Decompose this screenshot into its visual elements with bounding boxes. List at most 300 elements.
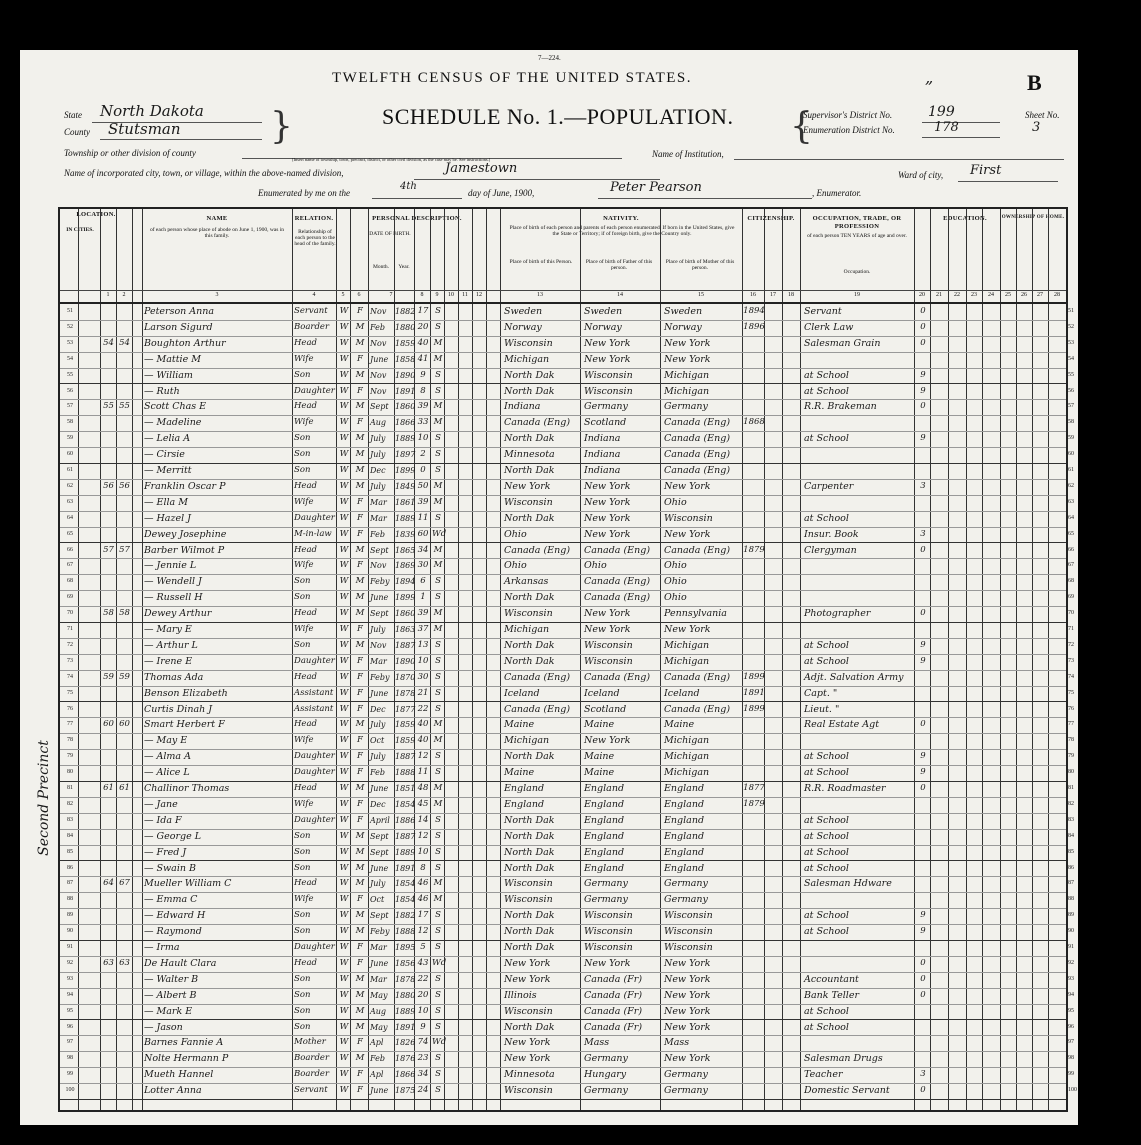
line-number-right: 83 [1068,816,1074,823]
birthplace-mother: Canada (Eng) [664,417,731,429]
group-occupation: OCCUPATION, TRADE, OR PROFESSION [812,215,902,230]
birthplace-mother: Ohio [664,576,687,588]
line-number: 92 [67,959,73,966]
birth-year: 1860 [395,609,416,619]
immigration-year [743,590,765,605]
relation: Head [294,671,317,682]
family-number [117,1020,132,1035]
dwelling-number [101,702,116,717]
person-name: — Alice L [144,767,190,779]
group-location: LOCATION. [76,211,116,218]
line-number: 63 [67,498,73,505]
birthplace-person: Indiana [504,401,541,413]
birthplace-person: Minnesota [504,1069,555,1081]
table-row [60,399,1074,416]
family-number [117,447,132,462]
birthplace-person: North Dak [504,942,555,953]
marital-status: S [435,973,441,984]
family-number [117,320,132,335]
table-row [60,495,1074,512]
sheet-letter: B [1027,70,1042,95]
occupation: Bank Teller [804,989,860,1001]
sex: M [355,1021,365,1032]
immigration-year [743,638,765,653]
months-not-employed: 0 [920,321,926,332]
line-number: 86 [67,864,73,871]
age: 22 [417,703,429,714]
birth-year: 1889 [395,434,416,444]
table-row [60,654,1074,671]
col-num-12: 12 [476,292,482,298]
line-number-right: 60 [1068,451,1074,458]
immigration-year [743,845,765,860]
line-number-right: 74 [1068,673,1074,680]
birthplace-mother: New York [664,1005,711,1017]
birthplace-person: North Dak [504,830,555,842]
birthplace-father: Hungary [584,1069,627,1081]
birthplace-person: North Dak [504,814,555,826]
occupation: Salesman Drugs [804,1053,883,1065]
birthplace-mother: Wisconsin [664,512,713,524]
birth-year: 1888 [395,768,416,778]
line-number-right: 87 [1068,880,1074,887]
sex: F [357,560,363,571]
relation: Mother [294,1037,326,1048]
col-num-4: 4 [312,292,316,298]
sex: M [355,783,365,793]
dwelling-number: 55 [103,401,114,412]
table-row [60,558,1074,575]
birth-year: 1851 [395,784,416,793]
birthplace-mother: Mass [664,1037,690,1049]
birth-month: Sept [370,402,389,412]
sex: M [355,337,365,348]
sex: M [355,639,365,650]
birthplace-father: Scotland [584,703,627,715]
line-number: 69 [67,594,73,601]
birthplace-person: North Dak [504,369,555,381]
birthplace-father: New York [584,624,631,635]
age: 34 [417,1069,429,1080]
person-name: Barnes Fannie A [144,1037,224,1049]
immigration-year [743,336,765,351]
age: 12 [417,830,429,841]
line-number-right: 80 [1068,769,1074,776]
marital-status: S [435,321,441,332]
age: 22 [417,973,429,984]
line-number-right: 65 [1068,530,1074,537]
birthplace-father: New York [584,735,631,747]
color: W [339,989,349,1000]
birthplace-father: Canada (Eng) [584,592,651,604]
birthplace-person: North Dak [504,385,555,397]
person-name: Barber Wilmot P [144,544,225,556]
birth-month: Feby [370,927,390,937]
person-name: Franklin Oscar P [144,480,226,492]
group-nativity-desc: Place of birth of each person and parents of each person enumerated. If born in the United States, give the State or Territory; if of foreign birth, give the Country only. [509,225,735,237]
person-name: — Hazel J [144,512,191,524]
dwelling-number [101,765,116,780]
occupation [804,622,914,637]
relation: Son [294,1005,311,1016]
age: 60 [417,528,429,539]
relation: Son [294,449,311,460]
line-number: 66 [67,546,73,553]
age: 12 [417,926,429,937]
family-number [117,431,132,446]
birthplace-mother: Michigan [664,751,710,763]
birth-year: 1859 [395,736,416,746]
immigration-year [743,717,765,732]
table-row [60,415,1074,432]
birthplace-father: Germany [584,894,628,906]
family-number [117,972,132,987]
birth-year: 1869 [395,561,416,571]
birth-month: Nov [370,561,387,571]
marital-status: S [435,512,441,523]
relation: Wife [294,417,314,428]
birthplace-mother: Canada (Eng) [664,433,731,445]
age: 30 [417,560,429,571]
birth-year: 1889 [395,847,416,857]
occupation [804,447,914,462]
color: W [339,862,349,873]
birth-month: Nov [370,370,387,380]
color: W [339,1037,349,1048]
dwelling-number [101,908,116,923]
col-num-10: 10 [448,292,454,298]
dwelling-number [101,1067,116,1082]
marital-status: Wd [432,528,447,539]
age: 41 [417,353,429,364]
marital-status: S [435,671,441,682]
enumerated-middle: day of June, 1900, [468,188,535,198]
months-not-employed: 0 [920,337,926,348]
immigration-year [743,1004,765,1019]
birth-year: 1854 [395,895,416,905]
dwelling-number [101,622,116,637]
col-num-28: 28 [1054,292,1060,298]
sex: F [357,814,363,825]
dwelling-number: 64 [103,878,114,889]
relation: Son [294,1021,311,1032]
family-number: 63 [119,957,130,968]
months-not-employed [916,845,930,860]
col-birth-father: Place of birth of Father of this person. [585,259,653,271]
marital-status: S [435,576,441,587]
birthplace-person: Maine [504,719,535,731]
color: W [339,1005,349,1016]
birth-month: Nov [370,386,387,396]
color: W [339,306,349,316]
birthplace-mother: Michigan [664,385,710,397]
color: W [339,496,349,507]
line-number: 84 [67,832,73,839]
birthplace-mother: Germany [664,878,708,890]
age: 2 [420,449,426,460]
line-number: 96 [67,1023,73,1030]
birthplace-person: Arkansas [504,576,549,588]
birthplace-person: Michigan [504,624,550,635]
birthplace-father: New York [584,528,631,540]
person-name: — Walter B [144,973,199,985]
line-number-right: 81 [1068,785,1074,791]
sheet-value: 3 [1032,120,1041,135]
birthplace-person: Minnesota [504,449,555,461]
birthplace-person: Norway [504,321,542,333]
sex: F [357,957,363,968]
occupation [804,733,914,748]
dwelling-number [101,368,116,383]
relation: Daughter [294,814,335,825]
birthplace-mother: Ohio [664,496,687,508]
age: 10 [417,846,429,857]
birth-month: Feby [370,672,390,682]
table-row [60,1083,1077,1100]
color: W [339,926,349,937]
birthplace-person: Canada (Eng) [504,671,571,683]
birthplace-father: Germany [584,1053,628,1065]
marital-status: S [435,1069,441,1080]
city-label: Name of incorporated city, town, or village, within the above-named division, [64,168,344,178]
relation: Head [294,878,317,889]
family-number: 58 [119,608,130,619]
state-value: North Dakota [100,102,204,120]
months-not-employed: 3 [920,1069,926,1080]
line-number: 52 [67,323,73,330]
birthplace-person: Wisconsin [504,1005,553,1017]
age: 14 [417,814,429,825]
relation: Servant [294,306,328,316]
age: 46 [417,894,429,905]
relation: Son [294,830,311,841]
months-not-employed [916,1035,930,1050]
birth-year: 1854 [395,879,416,889]
birth-year: 1890 [395,656,416,666]
months-not-employed: 0 [920,401,926,412]
table-row [60,1004,1074,1021]
marital-status: S [435,846,441,857]
age: 74 [417,1037,429,1048]
color: W [339,767,349,778]
months-not-employed: 0 [920,544,926,555]
relation: Assistant [294,687,334,698]
age: 1 [420,592,426,603]
person-name: Curtis Dinah J [144,703,213,715]
dwelling-number [101,1004,116,1019]
birthplace-mother: Germany [664,401,708,413]
marital-status: S [435,814,441,825]
birthplace-person: Ohio [504,560,527,572]
color: W [339,1021,349,1032]
line-number-right: 100 [1068,1087,1077,1094]
birthplace-person: Wisconsin [504,496,553,508]
birth-month: May [370,990,388,1000]
birth-year: 1858 [395,354,416,364]
relation: Son [294,576,311,587]
marital-status: S [435,1021,441,1032]
line-number-right: 58 [1068,419,1074,426]
person-name: — Arthur L [144,639,198,651]
dwelling-number [101,797,116,812]
line-number-right: 54 [1068,355,1074,362]
birthplace-father: New York [584,608,631,620]
dwelling-number [101,829,116,844]
birth-month: Nov [370,307,387,316]
birthplace-mother: England [664,846,705,858]
occupation [804,495,914,510]
birthplace-mother: Canada (Eng) [664,544,731,556]
line-number: 62 [67,482,73,489]
occupation [804,797,914,812]
sheet-label: Sheet No. [1025,110,1060,120]
age: 39 [417,401,429,412]
line-number: 76 [67,705,73,712]
birthplace-mother: Sweden [664,306,703,317]
birthplace-person: Michigan [504,735,550,747]
relation: Boarder [294,321,330,332]
color: W [339,973,349,984]
marital-status: S [435,1085,441,1096]
months-not-employed: 3 [920,528,926,539]
line-number: 58 [67,419,73,426]
group-in-cities: IN CITIES. [66,227,94,233]
immigration-year: 1868 [743,417,765,428]
color: W [339,830,349,841]
line-number: 77 [67,721,73,728]
person-name: — Edward H [144,910,206,922]
birthplace-person: Michigan [504,353,550,365]
dwelling-number: 63 [103,957,114,968]
birthplace-mother: Canada (Eng) [664,703,731,715]
birthplace-father: Canada (Fr) [584,989,643,1001]
table-row [60,447,1074,464]
sex: M [355,433,365,444]
occupation: Clerk Law [804,321,854,333]
occupation [804,940,914,955]
person-name: — Mary E [144,624,192,635]
birthplace-person: New York [504,480,551,492]
census-sheet [20,50,1078,1125]
birth-month: July [370,752,386,762]
marital-status: M [433,560,443,571]
dwelling-number [101,1020,116,1035]
family-number: 54 [119,337,130,348]
birthplace-person: North Dak [504,1021,555,1033]
birthplace-mother: Canada (Eng) [664,671,731,683]
sex: M [355,1005,365,1016]
birth-month: Oct [370,736,385,746]
family-number [117,813,132,828]
line-number: 100 [65,1087,75,1094]
dwelling-number: 59 [103,671,114,682]
birthplace-father: Indiana [584,465,621,476]
line-number-right: 84 [1068,832,1074,839]
col-num-9: 9 [435,292,439,298]
occupation: at School [804,814,849,826]
relation: Daughter [294,751,335,762]
birthplace-person: Illinois [504,989,537,1001]
immigration-year [743,1083,765,1098]
birth-month: Mar [370,513,387,523]
family-number [117,733,132,748]
marital-status: S [435,306,441,316]
family-number [117,829,132,844]
color: W [339,814,349,825]
line-number: 90 [67,928,73,935]
occupation: at School [804,751,849,763]
occupation [804,956,914,971]
birthplace-father: Wisconsin [584,942,633,953]
table-row [60,845,1074,862]
sex: M [355,576,365,587]
dwelling-number [101,511,116,526]
birth-month: June [370,688,389,698]
person-name: — Albert B [144,989,197,1001]
immigration-year: 1899 [743,671,765,682]
person-name: Larson Sigurd [144,321,213,333]
age: 50 [417,480,429,491]
sex: F [357,1085,363,1096]
enumerator-name: Peter Pearson [610,180,702,195]
dwelling-number [101,924,116,939]
family-number [117,988,132,1003]
relation: Head [294,719,317,730]
col-num-26: 26 [1021,292,1027,298]
marital-status: M [433,480,443,491]
color: W [339,1069,349,1080]
age: 11 [417,767,429,778]
occupation: at School [804,830,849,842]
birth-year: 1882 [395,911,416,921]
birthplace-person: England [504,783,545,794]
table-row [60,622,1074,639]
sex: M [355,973,365,984]
birthplace-person: North Dak [504,592,555,604]
dwelling-number [101,1083,116,1098]
birthplace-mother: Pennsylvania [664,608,727,620]
birthplace-father: Canada (Fr) [584,1005,643,1017]
birthplace-father: Canada (Eng) [584,576,651,588]
birth-year: 1897 [395,450,416,460]
person-name: Dewey Josephine [144,528,227,540]
occupation: Adjt. Salvation Army [804,671,904,683]
sex: F [357,417,363,428]
col-num-18: 18 [788,292,794,298]
relation: Son [294,592,311,603]
birthplace-mother: Canada (Eng) [664,465,731,476]
line-number: 55 [67,371,73,378]
family-number [117,797,132,812]
birth-month: Sept [370,545,389,555]
birth-month: Sept [370,831,389,841]
dwelling-number [101,892,116,907]
age: 40 [417,719,429,730]
immigration-year [743,463,765,478]
birthplace-father: Germany [584,878,628,890]
person-name: Challinor Thomas [144,783,230,794]
occupation: Insur. Book [804,528,859,540]
birth-month: June [370,1086,389,1096]
occupation: at School [804,910,849,922]
person-name: — Cirsie [144,449,185,461]
birth-year: 1877 [395,704,416,714]
birthplace-mother: Maine [664,719,695,731]
col-num-13: 13 [537,292,543,298]
immigration-year [743,1067,765,1082]
birth-year: 1861 [395,497,416,507]
dwelling-number [101,320,116,335]
